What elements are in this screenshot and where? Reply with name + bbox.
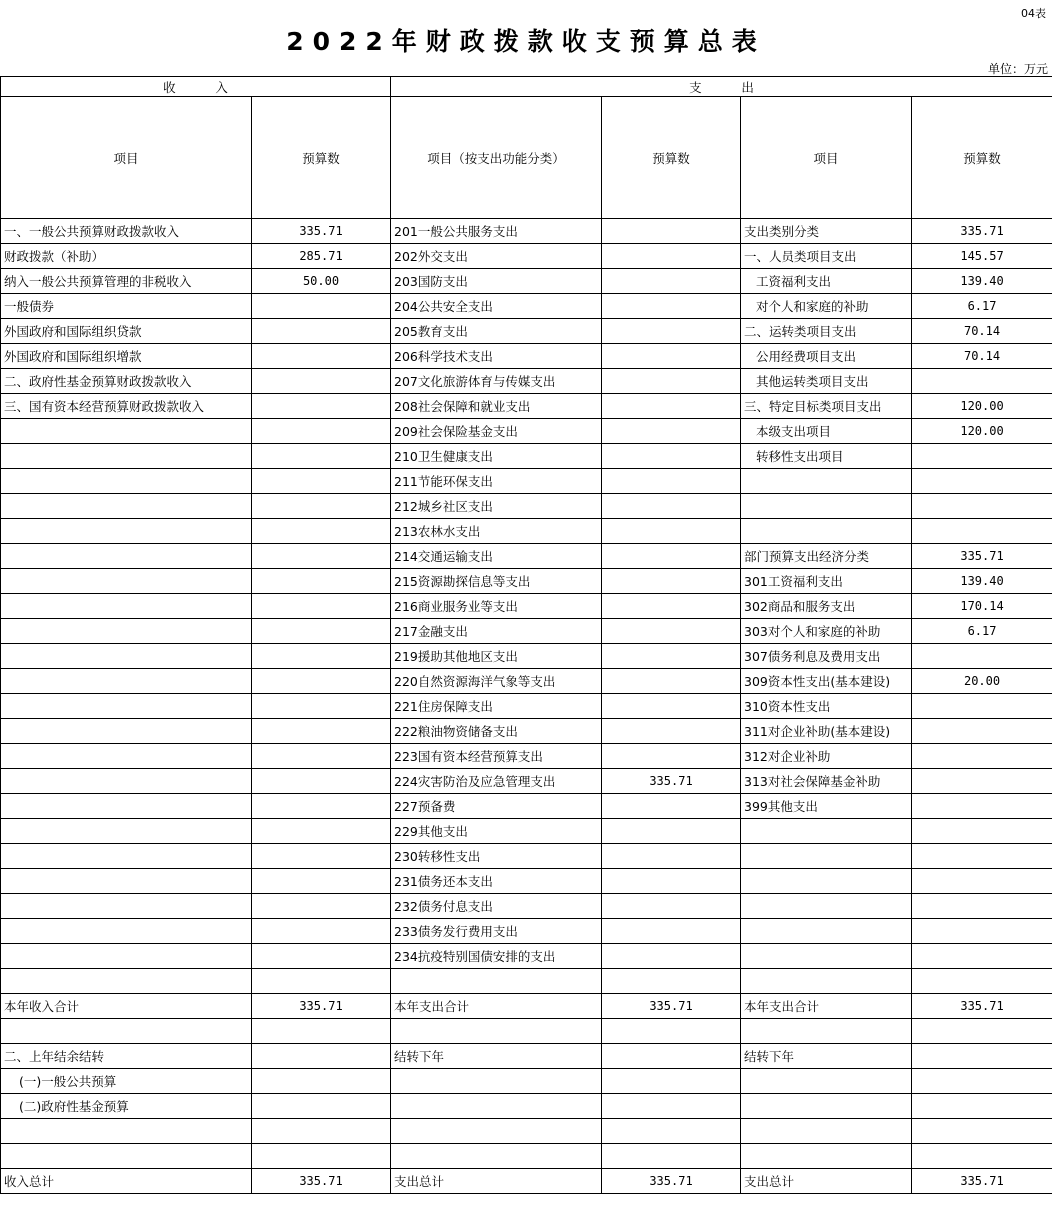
income-amount-cell (252, 469, 391, 494)
category-amount-cell: 139.40 (912, 269, 1052, 294)
category-amount-cell: 120.00 (912, 419, 1052, 444)
income-amount-cell (252, 919, 391, 944)
income-amount-cell (252, 1019, 391, 1044)
table-row (1, 1094, 1052, 1119)
income-item-cell (1, 569, 252, 594)
income-item-cell: 二、上年结余结转 (1, 1044, 252, 1069)
function-item-cell (391, 1094, 602, 1119)
category-item-cell: 三、特定目标类项目支出 (741, 394, 912, 419)
income-amount-cell: 335.71 (252, 219, 391, 244)
income-amount-cell (252, 694, 391, 719)
function-amount-cell (602, 644, 741, 669)
category-amount-cell: 335.71 (912, 1169, 1052, 1194)
income-item-cell (1, 694, 252, 719)
function-item-cell: 本年支出合计 (391, 994, 602, 1019)
table-row (1, 1119, 1052, 1144)
category-item-cell: 支出类别分类 (741, 219, 912, 244)
income-item-cell: (二)政府性基金预算 (1, 1094, 252, 1119)
income-item-cell (1, 744, 252, 769)
category-item-cell: 本年支出合计 (741, 994, 912, 1019)
function-amount-cell: 335.71 (602, 994, 741, 1019)
function-amount-cell (602, 369, 741, 394)
category-item-cell (741, 1144, 912, 1169)
function-amount-cell (602, 419, 741, 444)
income-item-cell: 本年收入合计 (1, 994, 252, 1019)
function-amount-cell (602, 1044, 741, 1069)
function-item-cell: 217金融支出 (391, 619, 602, 644)
category-amount-cell (912, 369, 1052, 394)
category-item-cell (741, 869, 912, 894)
category-amount-cell (912, 769, 1052, 794)
unit-label: 单位：万元 (987, 62, 1048, 76)
income-item-cell (1, 469, 252, 494)
category-item-cell: 工资福利支出 (741, 269, 912, 294)
income-amount-cell (252, 1094, 391, 1119)
income-item-cell: 一般债券 (1, 294, 252, 319)
function-amount-cell (602, 1094, 741, 1119)
function-amount-cell (602, 469, 741, 494)
column-header-row (1, 97, 1052, 219)
table-row (1, 244, 1052, 269)
category-item-cell: 一、人员类项目支出 (741, 244, 912, 269)
table-row (1, 644, 1052, 669)
income-item-cell: 纳入一般公共预算管理的非税收入 (1, 269, 252, 294)
category-amount-cell (912, 694, 1052, 719)
table-row (1, 794, 1052, 819)
income-amount-cell (252, 569, 391, 594)
income-item-cell (1, 444, 252, 469)
table-row (1, 369, 1052, 394)
income-item-cell (1, 494, 252, 519)
category-amount-cell: 139.40 (912, 569, 1052, 594)
function-item-cell: 215资源勘探信息等支出 (391, 569, 602, 594)
income-amount-cell (252, 644, 391, 669)
table-row (1, 919, 1052, 944)
category-item-cell: 结转下年 (741, 1044, 912, 1069)
function-item-cell: 212城乡社区支出 (391, 494, 602, 519)
category-amount-cell: 335.71 (912, 544, 1052, 569)
income-amount-cell (252, 719, 391, 744)
income-amount-cell (252, 894, 391, 919)
table-row (1, 519, 1052, 544)
income-amount-cell (252, 744, 391, 769)
income-item-cell: 外国政府和国际组织增款 (1, 344, 252, 369)
table-row (1, 394, 1052, 419)
category-amount-cell (912, 1119, 1052, 1144)
function-amount-cell (602, 944, 741, 969)
category-item-cell: 310资本性支出 (741, 694, 912, 719)
category-item-cell (741, 494, 912, 519)
col-header-function-amount: 预算数 (602, 97, 741, 219)
income-amount-cell (252, 1119, 391, 1144)
function-amount-cell (602, 1069, 741, 1094)
income-item-cell (1, 794, 252, 819)
table-row (1, 569, 1052, 594)
table-row (1, 444, 1052, 469)
category-item-cell: 对个人和家庭的补助 (741, 294, 912, 319)
function-amount-cell (602, 819, 741, 844)
income-item-cell (1, 869, 252, 894)
table-row (1, 769, 1052, 794)
function-amount-cell (602, 494, 741, 519)
income-item-cell: 财政拨款（补助） (1, 244, 252, 269)
table-row (1, 344, 1052, 369)
category-amount-cell (912, 919, 1052, 944)
function-item-cell: 234抗疫特别国债安排的支出 (391, 944, 602, 969)
table-row (1, 494, 1052, 519)
category-item-cell: 307债务利息及费用支出 (741, 644, 912, 669)
category-item-cell (741, 1019, 912, 1044)
income-item-cell (1, 769, 252, 794)
function-amount-cell (602, 1144, 741, 1169)
income-amount-cell (252, 1069, 391, 1094)
income-item-cell (1, 844, 252, 869)
income-item-cell: 三、国有资本经营预算财政拨款收入 (1, 394, 252, 419)
table-row (1, 894, 1052, 919)
category-item-cell: 309资本性支出(基本建设) (741, 669, 912, 694)
table-row (1, 594, 1052, 619)
function-amount-cell (602, 569, 741, 594)
function-amount-cell: 335.71 (602, 1169, 741, 1194)
function-item-cell: 207文化旅游体育与传媒支出 (391, 369, 602, 394)
income-item-cell (1, 894, 252, 919)
category-item-cell (741, 844, 912, 869)
function-item-cell: 216商业服务业等支出 (391, 594, 602, 619)
category-amount-cell (912, 969, 1052, 994)
function-item-cell (391, 1144, 602, 1169)
function-amount-cell (602, 394, 741, 419)
income-amount-cell: 285.71 (252, 244, 391, 269)
income-amount-cell: 335.71 (252, 1169, 391, 1194)
function-item-cell (391, 969, 602, 994)
income-section-header: 收 入 (1, 77, 391, 97)
category-item-cell (741, 1119, 912, 1144)
income-amount-cell: 335.71 (252, 994, 391, 1019)
category-amount-cell (912, 1094, 1052, 1119)
category-amount-cell: 6.17 (912, 294, 1052, 319)
category-amount-cell (912, 844, 1052, 869)
function-item-cell: 232债务付息支出 (391, 894, 602, 919)
income-item-cell: 收入总计 (1, 1169, 252, 1194)
table-row (1, 1144, 1052, 1169)
category-item-cell (741, 1069, 912, 1094)
function-amount-cell (602, 894, 741, 919)
function-amount-cell (602, 269, 741, 294)
function-amount-cell (602, 544, 741, 569)
category-amount-cell (912, 1044, 1052, 1069)
table-row (1, 869, 1052, 894)
income-item-cell (1, 669, 252, 694)
income-item-cell (1, 644, 252, 669)
function-item-cell: 结转下年 (391, 1044, 602, 1069)
income-item-cell (1, 1019, 252, 1044)
col-header-income-item: 项目 (1, 97, 252, 219)
income-amount-cell (252, 294, 391, 319)
table-row (1, 694, 1052, 719)
function-amount-cell (602, 1019, 741, 1044)
category-amount-cell (912, 869, 1052, 894)
income-amount-cell (252, 944, 391, 969)
category-item-cell (741, 894, 912, 919)
income-item-cell (1, 919, 252, 944)
table-row (1, 944, 1052, 969)
function-item-cell: 227预备费 (391, 794, 602, 819)
table-row (1, 994, 1052, 1019)
table-row (1, 844, 1052, 869)
function-item-cell: 201一般公共服务支出 (391, 219, 602, 244)
category-item-cell: 二、运转类项目支出 (741, 319, 912, 344)
income-amount-cell: 50.00 (252, 269, 391, 294)
function-item-cell: 211节能环保支出 (391, 469, 602, 494)
function-item-cell (391, 1019, 602, 1044)
category-item-cell (741, 919, 912, 944)
function-amount-cell (602, 794, 741, 819)
income-amount-cell (252, 419, 391, 444)
income-amount-cell (252, 444, 391, 469)
category-item-cell: 本级支出项目 (741, 419, 912, 444)
income-amount-cell (252, 519, 391, 544)
income-item-cell (1, 1119, 252, 1144)
income-item-cell (1, 544, 252, 569)
function-amount-cell (602, 294, 741, 319)
category-amount-cell (912, 644, 1052, 669)
function-item-cell: 222粮油物资储备支出 (391, 719, 602, 744)
income-amount-cell (252, 594, 391, 619)
income-amount-cell (252, 369, 391, 394)
table-row (1, 619, 1052, 644)
function-amount-cell (602, 969, 741, 994)
function-amount-cell (602, 319, 741, 344)
income-item-cell (1, 719, 252, 744)
section-header-row (1, 77, 1052, 97)
income-amount-cell (252, 1144, 391, 1169)
category-amount-cell (912, 469, 1052, 494)
income-amount-cell (252, 1044, 391, 1069)
category-item-cell: 312对企业补助 (741, 744, 912, 769)
category-amount-cell (912, 494, 1052, 519)
category-amount-cell: 335.71 (912, 219, 1052, 244)
page-title: 2022年财政拨款收支预算总表 (286, 27, 766, 56)
table-row (1, 1044, 1052, 1069)
function-item-cell: 233债务发行费用支出 (391, 919, 602, 944)
function-item-cell: 202外交支出 (391, 244, 602, 269)
function-item-cell (391, 1069, 602, 1094)
category-item-cell (741, 519, 912, 544)
col-header-category-item: 项目 (741, 97, 912, 219)
function-item-cell: 219援助其他地区支出 (391, 644, 602, 669)
function-amount-cell (602, 694, 741, 719)
income-amount-cell (252, 969, 391, 994)
income-amount-cell (252, 394, 391, 419)
category-item-cell (741, 469, 912, 494)
category-item-cell: 399其他支出 (741, 794, 912, 819)
category-amount-cell: 145.57 (912, 244, 1052, 269)
function-item-cell: 支出总计 (391, 1169, 602, 1194)
function-amount-cell (602, 619, 741, 644)
function-item-cell: 223国有资本经营预算支出 (391, 744, 602, 769)
col-header-category-amount: 预算数 (912, 97, 1052, 219)
function-item-cell (391, 1119, 602, 1144)
budget-table (0, 76, 1052, 1194)
category-item-cell: 转移性支出项目 (741, 444, 912, 469)
function-amount-cell (602, 719, 741, 744)
income-item-cell: (一)一般公共预算 (1, 1069, 252, 1094)
function-item-cell: 209社会保险基金支出 (391, 419, 602, 444)
category-amount-cell (912, 894, 1052, 919)
function-item-cell: 220自然资源海洋气象等支出 (391, 669, 602, 694)
col-header-income-amount: 预算数 (252, 97, 391, 219)
function-item-cell: 221住房保障支出 (391, 694, 602, 719)
income-item-cell (1, 819, 252, 844)
function-amount-cell: 335.71 (602, 769, 741, 794)
function-item-cell: 210卫生健康支出 (391, 444, 602, 469)
function-item-cell: 231债务还本支出 (391, 869, 602, 894)
function-amount-cell (602, 244, 741, 269)
category-item-cell: 301工资福利支出 (741, 569, 912, 594)
function-item-cell: 204公共安全支出 (391, 294, 602, 319)
function-item-cell: 206科学技术支出 (391, 344, 602, 369)
category-item-cell (741, 944, 912, 969)
income-item-cell: 一、一般公共预算财政拨款收入 (1, 219, 252, 244)
category-amount-cell: 335.71 (912, 994, 1052, 1019)
function-item-cell: 205教育支出 (391, 319, 602, 344)
category-amount-cell (912, 819, 1052, 844)
function-amount-cell (602, 219, 741, 244)
col-header-function-item: 项目（按支出功能分类） (391, 97, 602, 219)
function-item-cell: 208社会保障和就业支出 (391, 394, 602, 419)
income-item-cell (1, 944, 252, 969)
income-amount-cell (252, 844, 391, 869)
function-item-cell: 229其他支出 (391, 819, 602, 844)
function-item-cell: 203国防支出 (391, 269, 602, 294)
table-row (1, 819, 1052, 844)
income-item-cell (1, 969, 252, 994)
category-amount-cell: 6.17 (912, 619, 1052, 644)
table-row (1, 669, 1052, 694)
category-amount-cell: 170.14 (912, 594, 1052, 619)
income-item-cell (1, 519, 252, 544)
table-row (1, 419, 1052, 444)
expense-section-header: 支 出 (391, 77, 1052, 97)
function-amount-cell (602, 869, 741, 894)
income-item-cell (1, 594, 252, 619)
category-item-cell: 部门预算支出经济分类 (741, 544, 912, 569)
category-item-cell: 303对个人和家庭的补助 (741, 619, 912, 644)
table-row (1, 319, 1052, 344)
income-amount-cell (252, 869, 391, 894)
category-amount-cell (912, 1019, 1052, 1044)
category-item-cell: 支出总计 (741, 1169, 912, 1194)
category-item-cell: 302商品和服务支出 (741, 594, 912, 619)
function-amount-cell (602, 594, 741, 619)
function-item-cell: 213农林水支出 (391, 519, 602, 544)
category-amount-cell: 20.00 (912, 669, 1052, 694)
table-row (1, 969, 1052, 994)
function-amount-cell (602, 444, 741, 469)
function-amount-cell (602, 844, 741, 869)
function-amount-cell (602, 669, 741, 694)
income-item-cell (1, 419, 252, 444)
category-amount-cell (912, 519, 1052, 544)
function-amount-cell (602, 344, 741, 369)
income-amount-cell (252, 669, 391, 694)
income-amount-cell (252, 494, 391, 519)
category-item-cell (741, 819, 912, 844)
income-amount-cell (252, 794, 391, 819)
category-amount-cell (912, 944, 1052, 969)
function-amount-cell (602, 744, 741, 769)
table-row (1, 469, 1052, 494)
income-item-cell (1, 1144, 252, 1169)
function-item-cell: 230转移性支出 (391, 844, 602, 869)
category-amount-cell (912, 744, 1052, 769)
function-amount-cell (602, 919, 741, 944)
category-amount-cell (912, 1144, 1052, 1169)
category-amount-cell (912, 444, 1052, 469)
function-item-cell: 214交通运输支出 (391, 544, 602, 569)
income-amount-cell (252, 769, 391, 794)
income-item-cell: 外国政府和国际组织贷款 (1, 319, 252, 344)
category-item-cell: 311对企业补助(基本建设) (741, 719, 912, 744)
category-amount-cell: 70.14 (912, 344, 1052, 369)
category-amount-cell (912, 719, 1052, 744)
table-row (1, 719, 1052, 744)
income-amount-cell (252, 344, 391, 369)
function-item-cell: 224灾害防治及应急管理支出 (391, 769, 602, 794)
income-amount-cell (252, 619, 391, 644)
income-item-cell (1, 619, 252, 644)
table-row (1, 219, 1052, 244)
function-amount-cell (602, 519, 741, 544)
income-amount-cell (252, 319, 391, 344)
income-amount-cell (252, 819, 391, 844)
function-amount-cell (602, 1119, 741, 1144)
table-row (1, 294, 1052, 319)
table-row (1, 269, 1052, 294)
category-item-cell: 公用经费项目支出 (741, 344, 912, 369)
category-amount-cell (912, 1069, 1052, 1094)
income-amount-cell (252, 544, 391, 569)
category-item-cell (741, 1094, 912, 1119)
table-row (1, 1019, 1052, 1044)
category-item-cell: 其他运转类项目支出 (741, 369, 912, 394)
table-row (1, 1069, 1052, 1094)
table-row (1, 544, 1052, 569)
category-amount-cell: 120.00 (912, 394, 1052, 419)
category-amount-cell (912, 794, 1052, 819)
income-item-cell: 二、政府性基金预算财政拨款收入 (1, 369, 252, 394)
table-row (1, 744, 1052, 769)
category-item-cell (741, 969, 912, 994)
table-row (1, 1169, 1052, 1194)
category-item-cell: 313对社会保障基金补助 (741, 769, 912, 794)
table-code: 04表 (1021, 7, 1046, 20)
category-amount-cell: 70.14 (912, 319, 1052, 344)
